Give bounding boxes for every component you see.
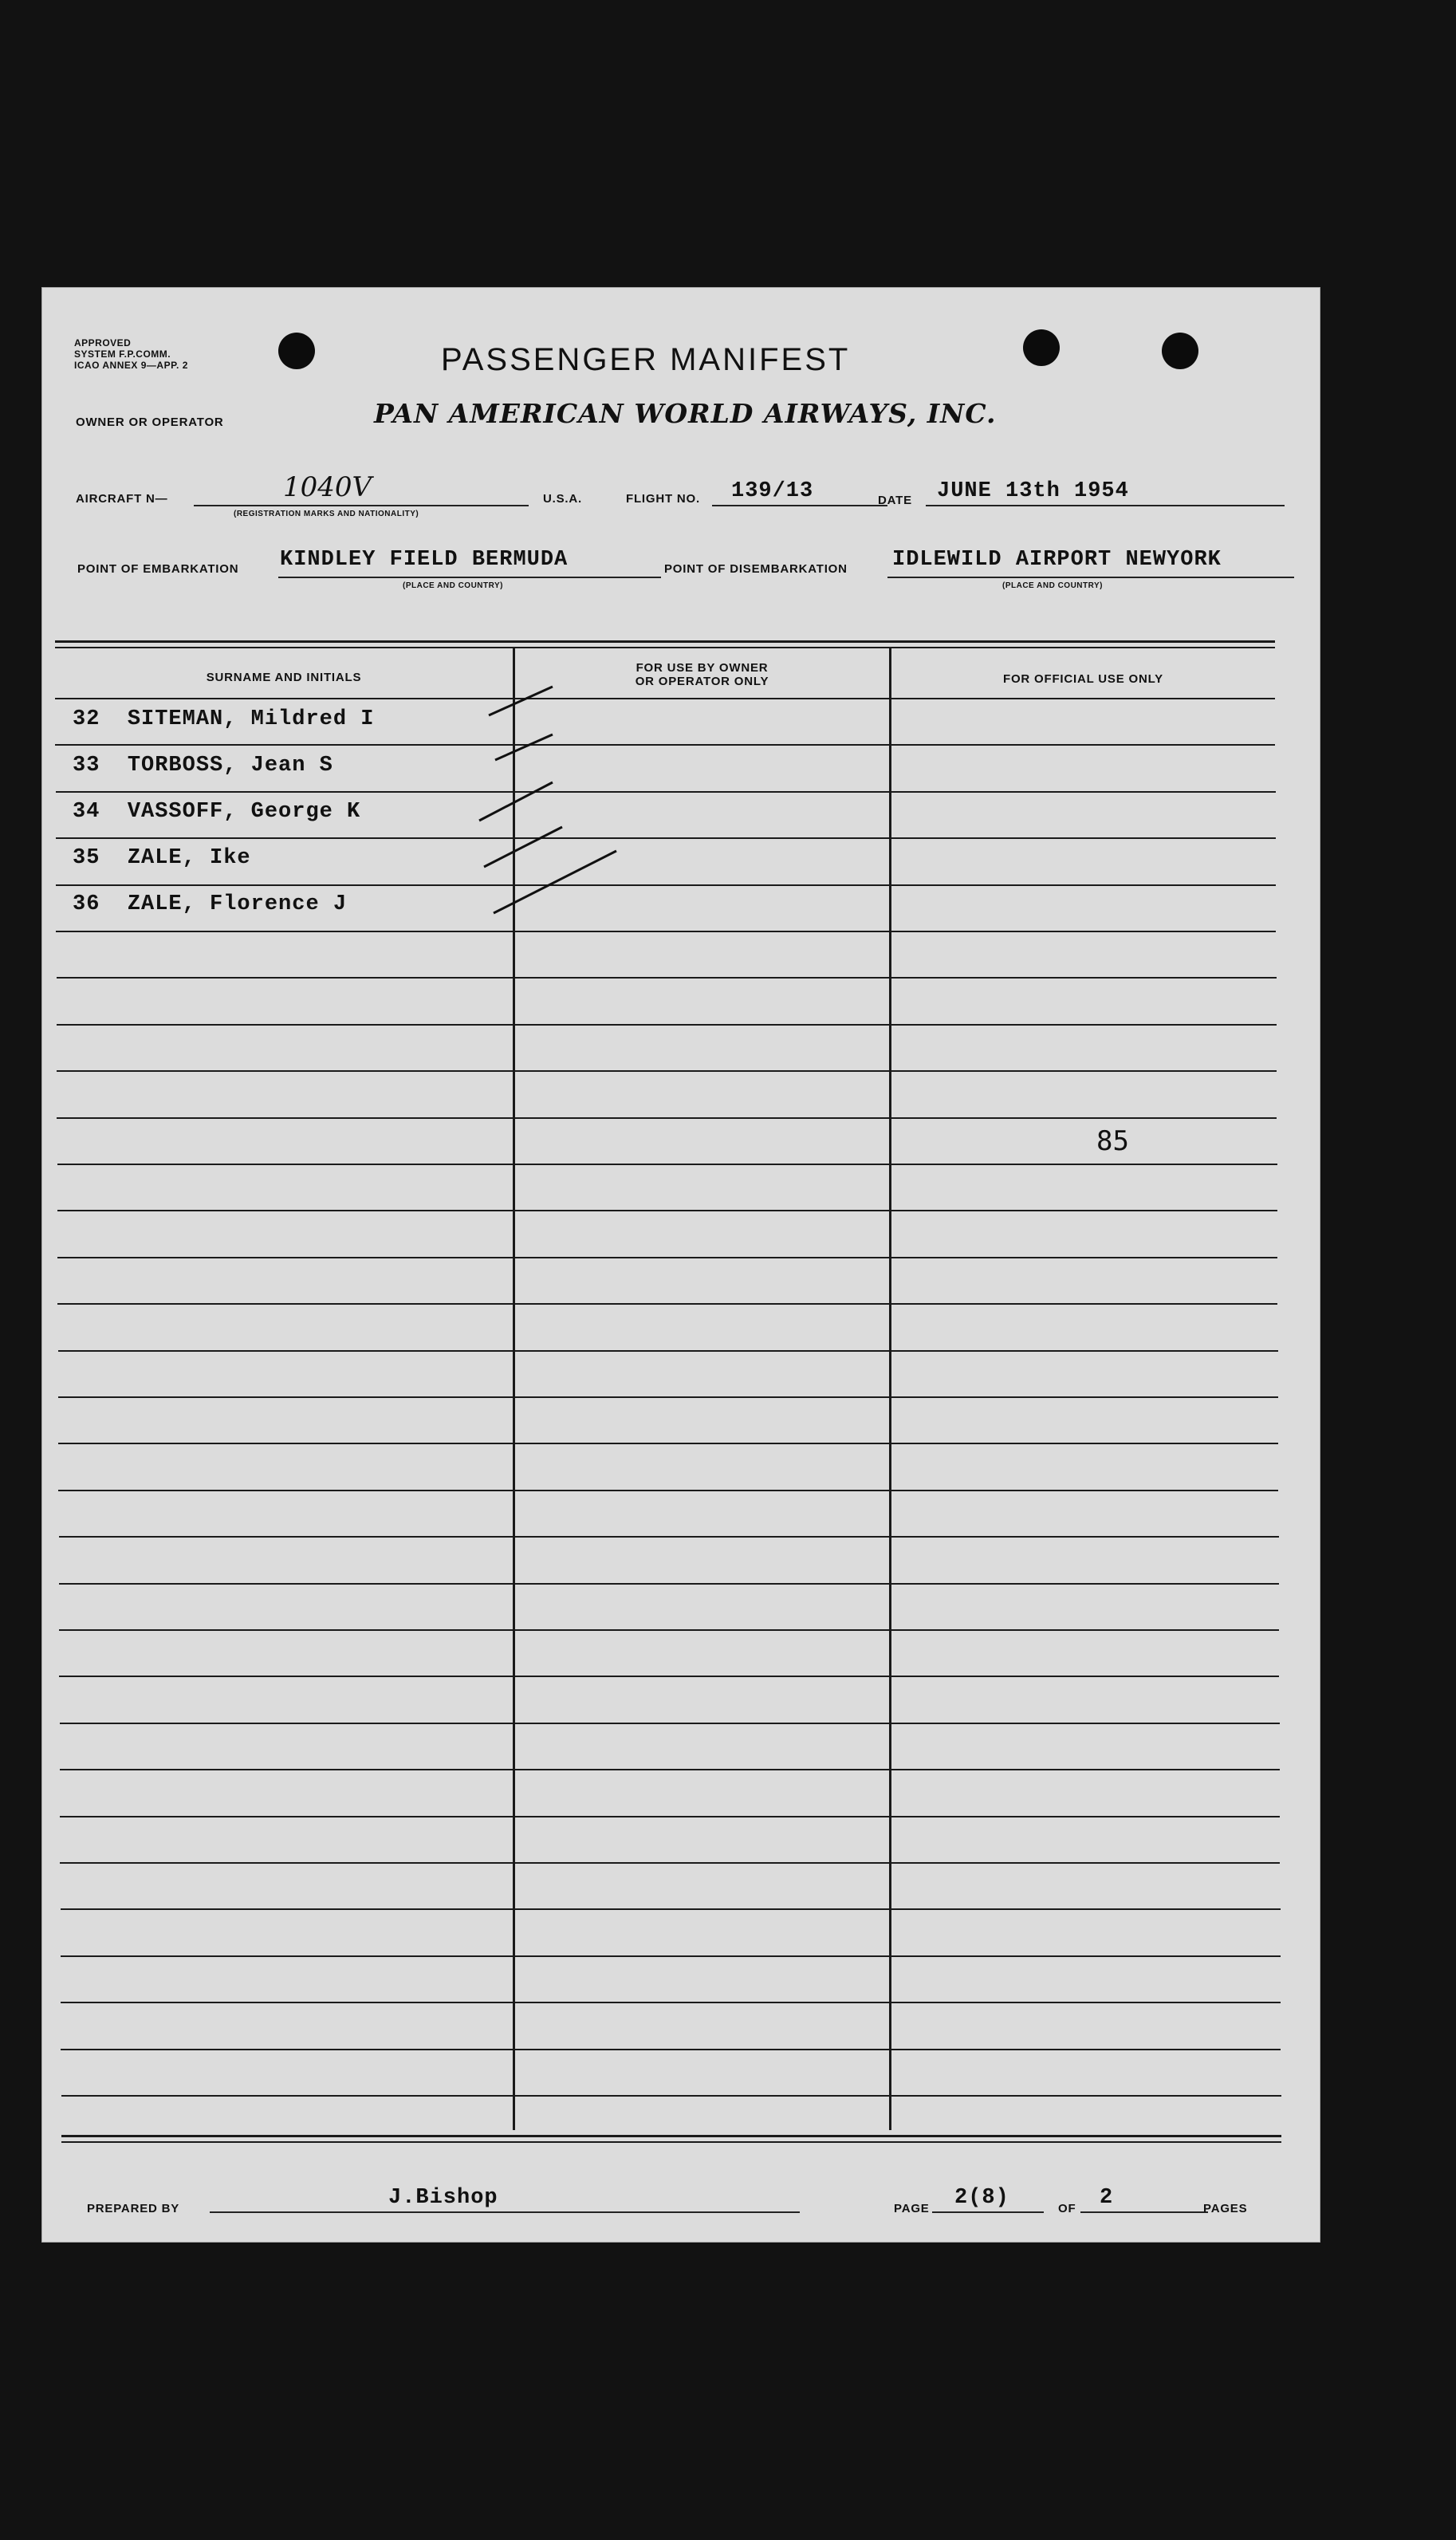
table-row-line (59, 1629, 1279, 1631)
table-row-line (61, 1908, 1281, 1910)
embarkation-value: KINDLEY FIELD BERMUDA (280, 548, 569, 572)
check-mark-icon (489, 687, 553, 715)
table-row-line (58, 1396, 1278, 1398)
table-row-line (61, 1955, 1281, 1957)
table-row-line (60, 1723, 1280, 1724)
table-row-line (60, 1769, 1280, 1770)
approval-line: ICAO ANNEX 9—APP. 2 (74, 360, 188, 371)
company-name: PAN AMERICAN WORLD AIRWAYS, INC. (374, 398, 997, 429)
flight-number-value: 139/13 (731, 479, 814, 503)
document-title: PASSENGER MANIFEST (441, 342, 851, 377)
official-note: 85 (1096, 1125, 1129, 1157)
check-mark-icon (479, 782, 553, 821)
date-label: DATE (878, 494, 912, 507)
passenger-number: 36 (73, 892, 100, 916)
passenger-number: 35 (73, 846, 100, 870)
pages-label: PAGES (1203, 2202, 1248, 2215)
table-row-line (59, 1676, 1279, 1677)
table-row-line (57, 1117, 1277, 1119)
page-value: 2(8) (954, 2186, 1009, 2210)
table-row-line (61, 2002, 1281, 2003)
page-label: PAGE (894, 2202, 930, 2215)
embarkation-caption: (PLACE AND COUNTRY) (403, 581, 503, 590)
passenger-name: TORBOSS, Jean S (127, 754, 333, 778)
embarkation-label: POINT OF EMBARKATION (77, 562, 239, 576)
prepared-by-label: PREPARED BY (87, 2202, 180, 2215)
check-mark-icon (494, 851, 616, 913)
column-header-owner: FOR USE BY OWNER OR OPERATOR ONLY (635, 661, 769, 688)
passenger-name: ZALE, Florence J (127, 892, 348, 916)
table-bottom-rule (61, 2141, 1281, 2143)
check-marks (42, 288, 1320, 1006)
passenger-name: ZALE, Ike (127, 846, 251, 870)
table-row-line (57, 1164, 1277, 1165)
prepared-by-value: J.Bishop (388, 2186, 498, 2210)
aircraft-value: 1040V (283, 471, 372, 503)
table-row-line (57, 1024, 1277, 1026)
aircraft-caption: (REGISTRATION MARKS AND NATIONALITY) (234, 510, 419, 518)
table-row-line (58, 1443, 1278, 1444)
column-header-official: FOR OFFICIAL USE ONLY (1003, 672, 1163, 686)
passenger-number: 33 (73, 754, 100, 778)
flight-number-label: FLIGHT NO. (626, 492, 700, 506)
disembarkation-value: IDLEWILD AIRPORT NEWYORK (892, 548, 1222, 572)
usa-label: U.S.A. (543, 492, 582, 506)
table-row-line (61, 2049, 1281, 2050)
of-underline (1080, 2211, 1208, 2213)
column-header-surname: SURNAME AND INITIALS (206, 671, 362, 684)
table-bottom-rule (61, 2135, 1281, 2137)
table-row-line (57, 1257, 1277, 1258)
table-row-line (60, 1862, 1280, 1864)
table-row-line (58, 1490, 1278, 1491)
approval-line: APPROVED (74, 337, 132, 349)
passenger-number: 34 (73, 800, 100, 824)
owner-operator-label: OWNER OR OPERATOR (76, 415, 224, 429)
table-row-line (57, 1210, 1277, 1211)
table-row-line (57, 1070, 1277, 1072)
passenger-name: SITEMAN, Mildred I (127, 707, 375, 731)
approval-line: SYSTEM F.P.COMM. (74, 349, 171, 360)
table-row-line (58, 1350, 1278, 1352)
disembarkation-label: POINT OF DISEMBARKATION (664, 562, 848, 576)
table-row-line (60, 1816, 1280, 1817)
table-row-line (57, 1303, 1277, 1305)
manifest-sheet (41, 287, 1320, 2243)
prepared-by-underline (210, 2211, 800, 2213)
table-row-line (61, 2095, 1281, 2097)
table-row-line (59, 1583, 1279, 1585)
date-value: JUNE 13th 1954 (937, 479, 1129, 503)
passenger-number: 32 (73, 707, 100, 731)
passenger-name: VASSOFF, George K (127, 800, 361, 824)
table-row-line (59, 1536, 1279, 1538)
aircraft-label: AIRCRAFT N— (76, 492, 168, 506)
of-label: OF (1058, 2202, 1076, 2215)
page-underline (932, 2211, 1044, 2213)
check-mark-icon (495, 734, 553, 760)
of-value: 2 (1100, 2186, 1114, 2210)
check-mark-icon (484, 827, 562, 867)
disembarkation-caption: (PLACE AND COUNTRY) (1002, 581, 1103, 590)
